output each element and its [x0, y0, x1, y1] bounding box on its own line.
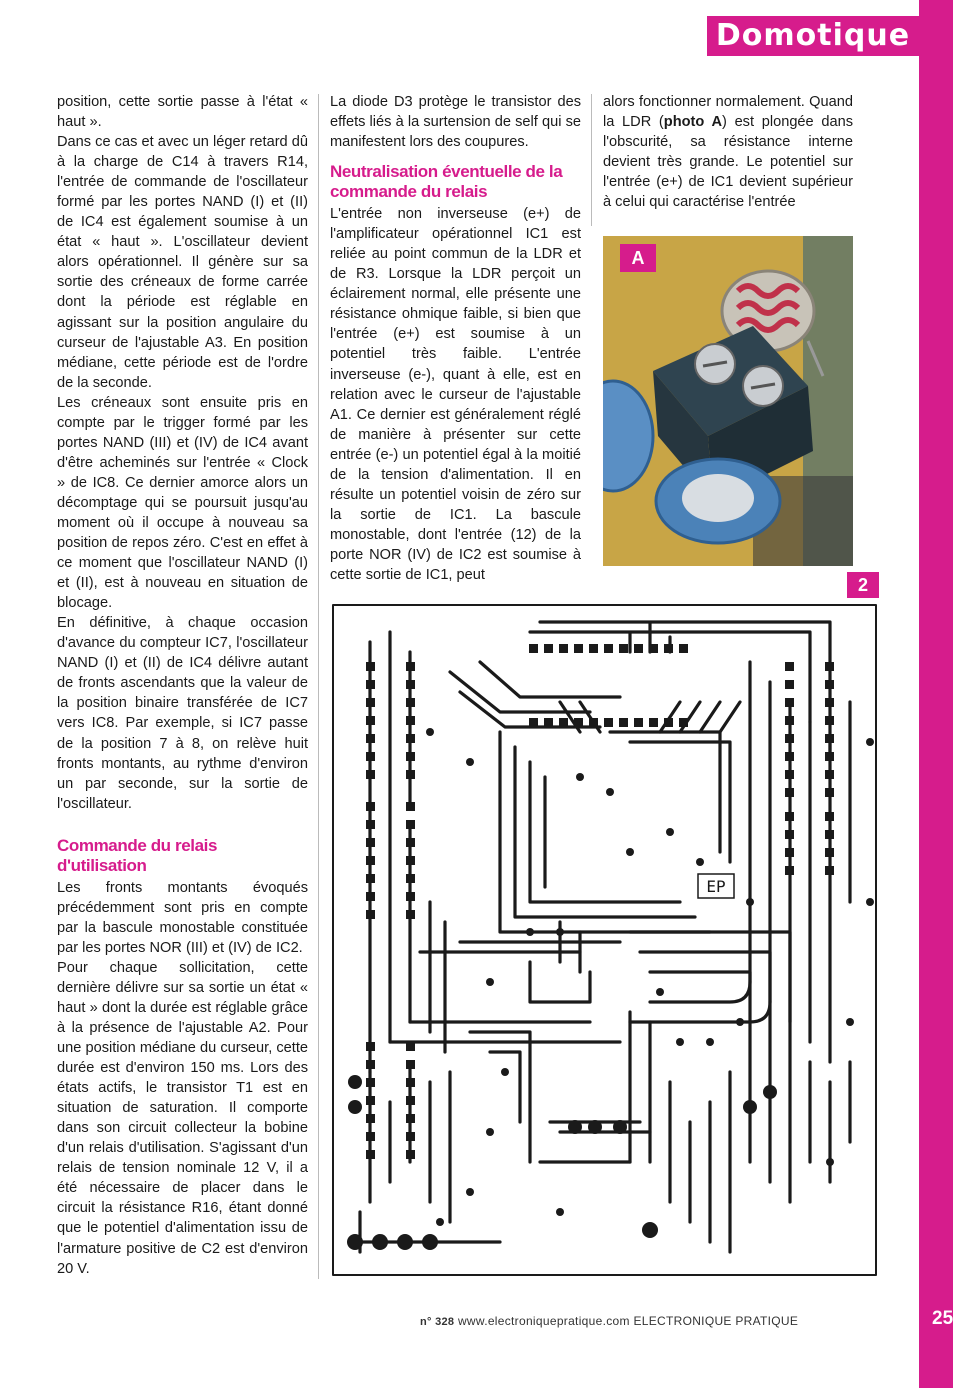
column-divider	[318, 94, 319, 1279]
ldr-photo	[603, 236, 853, 566]
section-heading: Neutralisation éventuelle de la commande du relais	[330, 162, 563, 202]
page-number: 25	[932, 1308, 953, 1329]
section-heading: Commande du relais d'utilisation	[57, 835, 218, 875]
magazine-name: ELECTRONIQUE PRATIQUE	[633, 1314, 799, 1328]
article-column-1	[57, 92, 308, 1279]
column-divider	[591, 94, 592, 226]
paragraph: L'entrée non inverseuse (e+) de l'amplificateur opérationnel IC1 est reliée au point commun de la LDR et de R3. Lorsque la LDR perçoit un éclairement normal, elle présente une résistance ohmique faible, si bien que l'entrée (e+) est soumise à un potentiel très faible. L'entrée inverseuse (e-), quant à elle, est en relation avec le curseur de l'ajustable A1. Ce dernier est généralement réglé de manière à présenter sur cette entrée (e-) un potentiel égal à la moitié de la tension d'alimentation. Il en résulte un potentiel voisin de zéro sur la sortie de IC1. La bascule monostable, dont l'entrée (12) de la porte NOR (IV) de IC2 est soumise à cette sortie de IC1, peut	[330, 206, 581, 583]
paragraph: alors fonctionner normalement. Quand la LDR (photo A) est plongée dans l'obscurité, sa résistance interne devient très grande. Le potentiel sur l'entrée (e+) de IC1 devient supérieur à celui qui caractérise l'entrée	[603, 94, 853, 211]
section-header: Domotique	[707, 16, 919, 56]
pcb-layout-figure	[330, 602, 879, 1278]
figure-label-badge: 2	[847, 572, 879, 598]
paragraph: La diode D3 protège le transistor des effets liés à la surtension de self qui se manifestent lors des coupures.	[330, 94, 581, 151]
website-link[interactable]: www.electroniquepratique.com	[457, 1314, 630, 1328]
photo-label-badge: A	[620, 244, 656, 272]
paragraph: En définitive, à chaque occasion d'avance du compteur IC7, l'oscillateur NAND (I) et (II) de IC4 délivre autant de fronts ascendants que la valeur de la position binaire transférée de IC7 vers IC8. Par exemple, si IC7 passe de la position 7 à 8, on relève huit fronts montants, au rythme d'environ un par seconde, sur la sortie de l'oscillateur.	[57, 615, 308, 812]
paragraph: Les fronts montants évoqués précédemment sont pris en compte par la bascule monostable constituée par les portes NOR (III) et (IV) de IC2.	[57, 879, 308, 956]
paragraph: Les créneaux sont ensuite pris en compte par le trigger formé par les portes NAND (III) et (IV) de IC4 avant d'être acheminés sur l'entrée « Clock » de IC8. Ce dernier amorce alors un décomptage qui se poursuit jusqu'au moment où il occupe à nouveau sa position de repos zéro. C'est en effet à ce moment que l'oscillateur NAND (I) et (II), est à nouveau en situation de blocage.	[57, 394, 308, 612]
page-footer	[420, 1314, 798, 1328]
magenta-edge-bar	[919, 0, 953, 1388]
photo-reference: photo A	[663, 114, 723, 131]
article-column-3	[603, 92, 853, 212]
article-column-2	[330, 92, 581, 585]
paragraph: Dans ce cas et avec un léger retard dû à la charge de C14 à travers R14, l'entrée de commande de l'oscillateur formé par les portes NAND (I) et (II) de IC4 est également soumise à un état « haut ». L'oscillateur devient alors opérationnel. Il génère sur sa sortie des créneaux de forme carrée dont la période est réglable en agissant sur la position angulaire du curseur de l'ajustable A3. En position médiane, cette période est de l'ordre de la seconde.	[57, 134, 308, 391]
pcb-ep-marking: EP	[706, 877, 726, 896]
paragraph: position, cette sortie passe à l'état « haut ».	[57, 94, 308, 131]
paragraph: Pour chaque sollicitation, cette dernière délivre sur sa sortie un état « haut » dont la durée est réglable grâce à la présence de l'ajustable A2. Pour une position médiane du curseur, cette durée est d'environ 150 ms. Lors des états actifs, le transistor T1 est en situation de saturation. Il comporte dans son circuit collecteur la bobine d'un relais d'utilisation. S'agissant d'un relais de tension nominale 12 V, il a été nécessaire de placer dans le circuit la résistance R16, étant donné que le potentiel d'alimentation issu de l'armature positive de C2 est d'environ 20 V.	[57, 959, 308, 1277]
issue-number: n° 328	[420, 1316, 455, 1328]
